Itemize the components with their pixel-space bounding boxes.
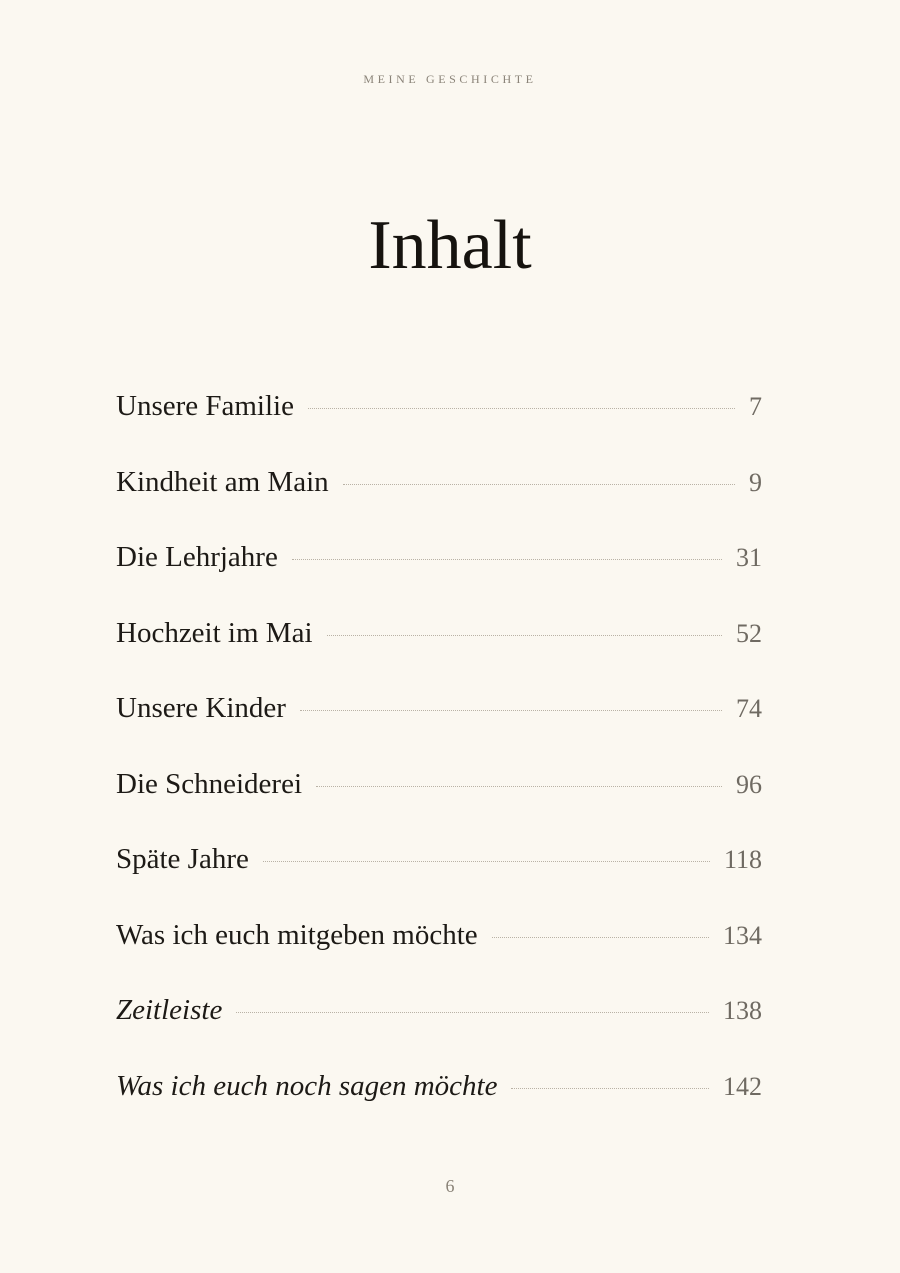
- toc-entry-label: Was ich euch mitgeben möchte: [116, 918, 478, 951]
- toc-entry-was-ich-euch-noch-sagen-moechte[interactable]: [116, 1060, 762, 1136]
- toc-entry-page-number: 9: [749, 467, 762, 497]
- toc-entry-page-number: 31: [736, 543, 762, 572]
- table-of-contents: [116, 380, 762, 1135]
- toc-dot-leader: [343, 484, 735, 485]
- toc-entry-label: Die Schneiderei: [116, 767, 303, 800]
- toc-entry-page-number: 7: [749, 392, 762, 421]
- toc-entry-label: Was ich euch noch sagen möchte: [116, 1069, 498, 1102]
- toc-dot-leader: [263, 861, 710, 862]
- toc-entry-zeitleiste[interactable]: [116, 984, 762, 1060]
- toc-entry-page-number: 52: [736, 618, 762, 648]
- toc-entry-label: Unsere Familie: [116, 390, 294, 422]
- toc-entry-spaete-jahre[interactable]: [116, 833, 762, 909]
- running-head: MEINE GESCHICHTE: [363, 72, 537, 86]
- toc-entry-label: Unsere Kinder: [116, 692, 286, 724]
- toc-entry-page-number: 74: [736, 694, 762, 723]
- toc-dot-leader: [511, 1088, 709, 1089]
- toc-entry-label: Kindheit am Main: [116, 465, 329, 498]
- toc-dot-leader: [327, 635, 722, 636]
- toc-entry-page-number: 96: [736, 769, 762, 799]
- toc-dot-leader: [316, 786, 722, 787]
- toc-dot-leader: [300, 710, 722, 711]
- toc-entry-die-lehrjahre[interactable]: [116, 531, 762, 607]
- toc-entry-label: Zeitleiste: [116, 994, 223, 1026]
- toc-dot-leader: [292, 559, 722, 560]
- page-title: Inhalt: [368, 207, 532, 284]
- toc-dot-leader: [308, 408, 735, 409]
- toc-entry-label: Späte Jahre: [116, 843, 249, 875]
- toc-entry-page-number: 142: [723, 1071, 762, 1101]
- toc-entry-unsere-familie[interactable]: [116, 380, 762, 456]
- toc-entry-unsere-kinder[interactable]: [116, 682, 762, 758]
- toc-entry-label: Die Lehrjahre: [116, 541, 278, 573]
- toc-entry-was-ich-euch-mitgeben-moechte[interactable]: [116, 909, 762, 985]
- toc-entry-die-schneiderei[interactable]: [116, 758, 762, 834]
- toc-dot-leader: [492, 937, 709, 938]
- toc-dot-leader: [236, 1012, 709, 1013]
- toc-entry-hochzeit-im-mai[interactable]: [116, 607, 762, 683]
- toc-entry-label: Hochzeit im Mai: [116, 616, 313, 649]
- toc-entry-page-number: 138: [723, 996, 762, 1025]
- page-number: 6: [445, 1176, 455, 1196]
- toc-entry-page-number: 118: [723, 845, 762, 874]
- toc-entry-kindheit-am-main[interactable]: [116, 456, 762, 532]
- toc-entry-page-number: 134: [723, 920, 762, 950]
